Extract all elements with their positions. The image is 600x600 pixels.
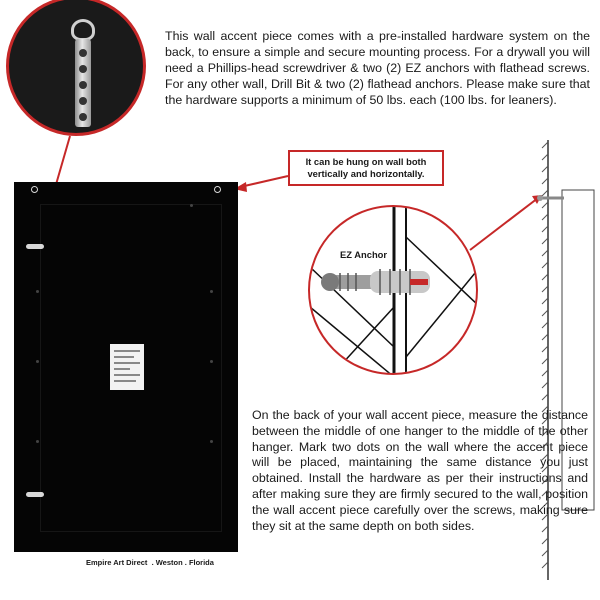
instructions-paragraph: On the back of your wall accent piece, measure the distance between the middle of one hanger to the middle of the other hanger. Mark two dots on the wall where the accent piece will be placed, maintaining the same distance you just obtained. Install the hardware as per their instructions and after making sure they are firmly secured to the wall, position the wall accent piece carefully over the screws, making sure they sit at the same depth on both sides. [252, 408, 588, 533]
company-caption: Empire Art Direct . Weston . Florida [86, 558, 214, 567]
intro-paragraph: This wall accent piece comes with a pre-installed hardware system on the back, to ensure a simple and secure mounting process. For a drywall you will need a Phillips-head screwdriver & two (2) EZ anchors with flathead screws. For any other wall, Drill Bit & two (2) flathead anchors. Please make sure that the hardware supports a minimum of 50 lbs. each (100 lbs. for leaners). [165, 29, 590, 107]
ez-anchor-label: EZ Anchor [340, 249, 388, 260]
orientation-callout: It can be hung on wall both vertically and horizontally. [288, 150, 444, 186]
